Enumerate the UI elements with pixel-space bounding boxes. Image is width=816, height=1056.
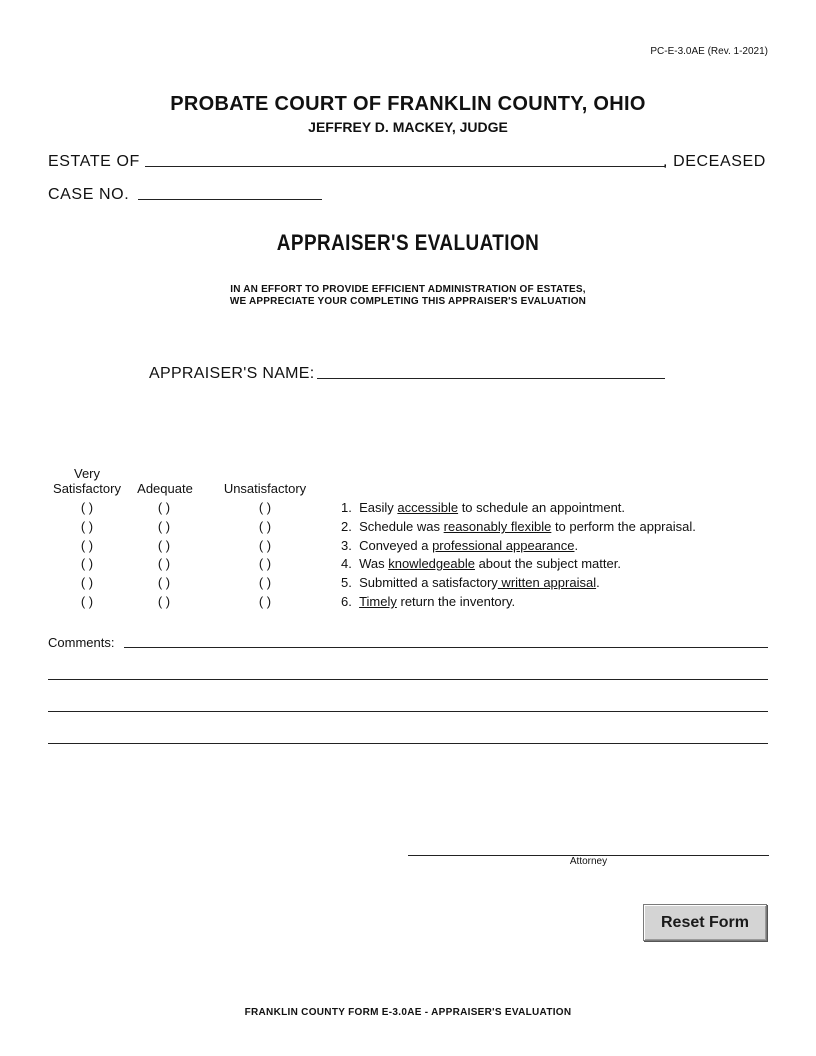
comments-line-2[interactable] <box>48 679 768 680</box>
criterion-text: Easily <box>359 500 398 515</box>
criterion-6 <box>341 594 515 609</box>
deceased-label: , DECEASED <box>663 153 766 170</box>
criterion-text: about the subject matter. <box>474 556 621 571</box>
case-no-field[interactable] <box>138 199 322 200</box>
court-name: PROBATE COURT OF FRANKLIN COUNTY, OHIO <box>170 93 646 115</box>
criterion-key: accessible <box>397 500 459 515</box>
criterion-key: professional appearance <box>432 538 575 553</box>
criterion-key: Timely <box>359 594 397 609</box>
rating-2-very-satisfactory[interactable]: ( ) <box>80 519 94 534</box>
rating-1-unsatisfactory[interactable]: ( ) <box>258 500 272 515</box>
rating-1-very-satisfactory[interactable]: ( ) <box>80 500 94 515</box>
criterion-num: 3. <box>341 538 352 553</box>
attorney-label: Attorney <box>569 856 608 867</box>
criterion-num: 1. <box>341 500 352 515</box>
criterion-num: 6. <box>341 594 352 609</box>
col-very-line1: Very <box>73 466 100 481</box>
rating-4-adequate[interactable]: ( ) <box>157 556 171 571</box>
criterion-num: 2. <box>341 519 352 534</box>
judge-name: JEFFREY D. MACKEY, JUDGE <box>308 119 508 135</box>
criterion-text: . <box>574 538 579 553</box>
criterion-key: written appraisal <box>497 575 597 590</box>
comments-line-3[interactable] <box>48 711 768 712</box>
estate-name-field[interactable] <box>145 166 665 167</box>
criterion-num: 5. <box>341 575 352 590</box>
rating-2-unsatisfactory[interactable]: ( ) <box>258 519 272 534</box>
rating-4-very-satisfactory[interactable]: ( ) <box>80 556 94 571</box>
criterion-1 <box>341 500 625 515</box>
rating-3-very-satisfactory[interactable]: ( ) <box>80 538 94 553</box>
rating-6-adequate[interactable]: ( ) <box>157 594 171 609</box>
criterion-text: . <box>596 575 600 590</box>
appraiser-name-label: APPRAISER'S NAME: <box>149 365 315 382</box>
rating-4-unsatisfactory[interactable]: ( ) <box>258 556 272 571</box>
rating-3-adequate[interactable]: ( ) <box>157 538 171 553</box>
comments-line-4[interactable] <box>48 743 768 744</box>
criterion-5 <box>341 575 600 590</box>
appraiser-name-field[interactable] <box>317 378 665 379</box>
case-no-label: CASE NO. <box>48 186 130 203</box>
criterion-text: to perform the appraisal. <box>551 519 696 534</box>
criterion-text: to schedule an appointment. <box>458 500 626 515</box>
criterion-3 <box>341 538 578 553</box>
rating-5-unsatisfactory[interactable]: ( ) <box>258 575 272 590</box>
estate-of-label: ESTATE OF <box>48 153 140 170</box>
intro-line-1: IN AN EFFORT TO PROVIDE EFFICIENT ADMINISTRATION OF ESTATES, <box>230 284 586 295</box>
rating-1-adequate[interactable]: ( ) <box>157 500 171 515</box>
form-number: PC-E-3.0AE (Rev. 1-2021) <box>650 46 768 57</box>
col-adequate: Adequate <box>137 481 193 496</box>
rating-5-adequate[interactable]: ( ) <box>157 575 171 590</box>
criterion-key: knowledgeable <box>388 556 475 571</box>
criterion-4 <box>341 556 621 571</box>
criterion-key: reasonably flexible <box>443 519 552 534</box>
intro-line-2: WE APPRECIATE YOUR COMPLETING THIS APPRAISER'S EVALUATION <box>229 296 587 307</box>
criterion-2 <box>341 519 696 534</box>
criterion-num: 4. <box>341 556 352 571</box>
reset-form-button[interactable]: Reset Form <box>643 904 767 941</box>
criterion-text: return the inventory. <box>396 594 516 609</box>
comments-label: Comments: <box>48 635 115 650</box>
col-unsatisfactory: Unsatisfactory <box>223 481 307 496</box>
rating-3-unsatisfactory[interactable]: ( ) <box>258 538 272 553</box>
col-very-line2: Satisfactory <box>53 481 121 496</box>
criterion-text: Was <box>359 556 389 571</box>
comments-line-1[interactable] <box>124 647 768 648</box>
form-footer: FRANKLIN COUNTY FORM E-3.0AE - APPRAISER'S EVALUATION <box>244 1007 572 1018</box>
rating-6-unsatisfactory[interactable]: ( ) <box>258 594 272 609</box>
rating-5-very-satisfactory[interactable]: ( ) <box>80 575 94 590</box>
rating-2-adequate[interactable]: ( ) <box>157 519 171 534</box>
criterion-text: Conveyed a <box>359 538 433 553</box>
document-title: APPRAISER'S EVALUATION <box>276 230 540 255</box>
criterion-text: Schedule was <box>359 519 444 534</box>
criterion-text: Submitted a satisfactory <box>359 575 498 590</box>
rating-6-very-satisfactory[interactable]: ( ) <box>80 594 94 609</box>
